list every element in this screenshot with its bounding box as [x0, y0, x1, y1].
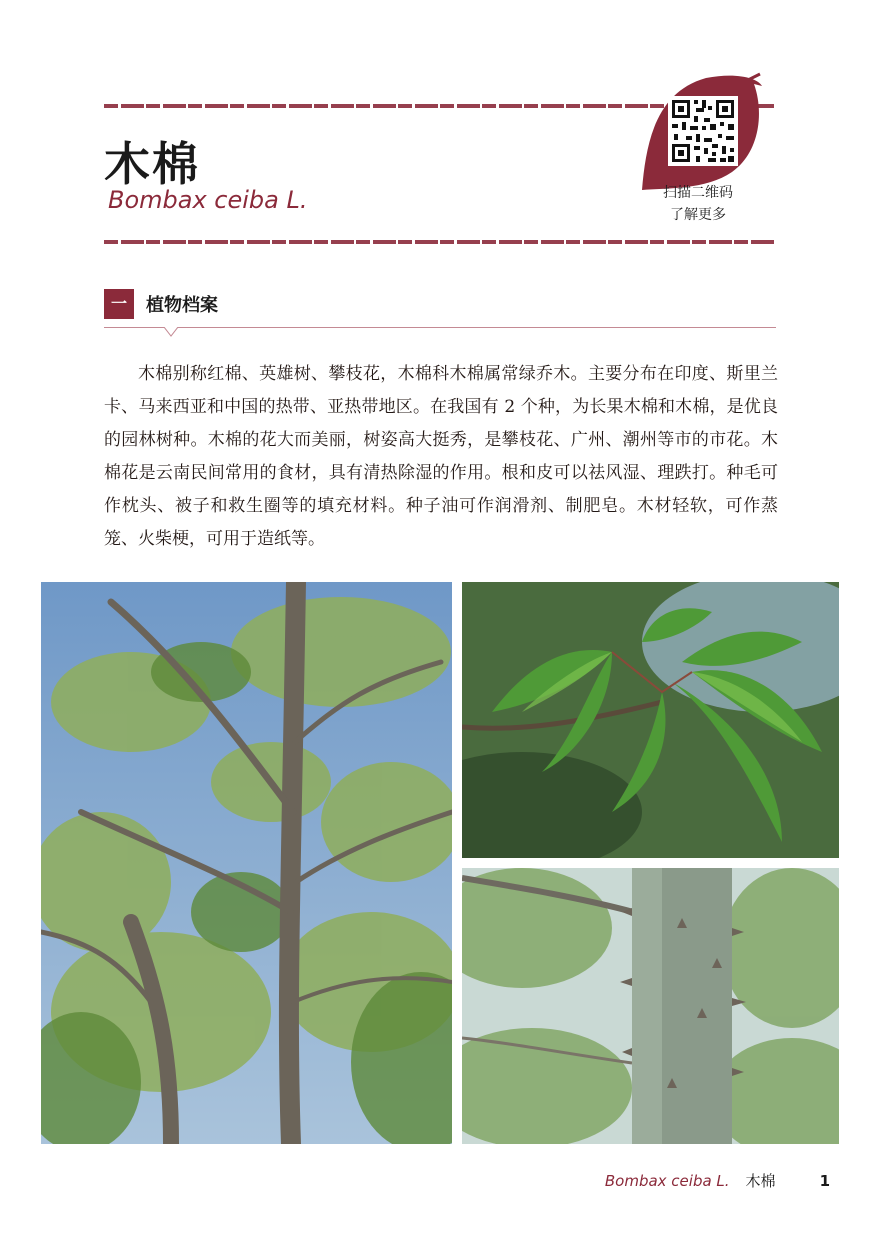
qr-caption	[648, 182, 748, 226]
scientific-name: Bombax ceiba L.	[108, 186, 308, 214]
footer-latin-name: Bombax ceiba L.	[604, 1172, 730, 1190]
footer-cn-name: 木棉	[745, 1172, 776, 1190]
leaf-icon	[636, 72, 766, 194]
qr-leaf-badge[interactable]	[636, 72, 766, 194]
page-footer	[605, 1170, 830, 1191]
header-rule-bottom	[104, 240, 776, 244]
section-title: 植物档案	[146, 295, 218, 316]
page-number: 1	[819, 1172, 830, 1190]
section-divider	[104, 327, 776, 328]
qr-caption-line2: 了解更多	[670, 207, 726, 223]
page-title: 木棉	[104, 137, 200, 191]
qr-code-icon	[668, 96, 738, 166]
section-number: 一	[104, 289, 134, 319]
photo-tree-canopy	[41, 582, 452, 1144]
body-paragraph: 木棉别称红棉、英雄树、攀枝花，木棉科木棉属常绿乔木。主要分布在印度、斯里兰卡、马来西亚和中国的热带、亚热带地区。在我国有 2 个种，为长果木棉和木棉，是优良的园林树种。木棉的花大而美丽，树姿高大挺秀，是攀枝花、广州、潮州等市的市花。木棉花是云南民间常用的食材，具有清热除湿的作用。根和皮可以祛风湿、理跌打。种毛可作枕头、被子和救生圈等的填充材料。种子油可作润滑剂、制肥皂。木材轻软，可作蒸笼、火柴梗，可用于造纸等。	[104, 364, 778, 549]
qr-caption-line1: 扫描二维码	[663, 185, 733, 201]
photo-spiny-trunk	[462, 868, 839, 1144]
divider-notch-icon	[164, 327, 178, 337]
photo-leaves	[462, 582, 839, 858]
